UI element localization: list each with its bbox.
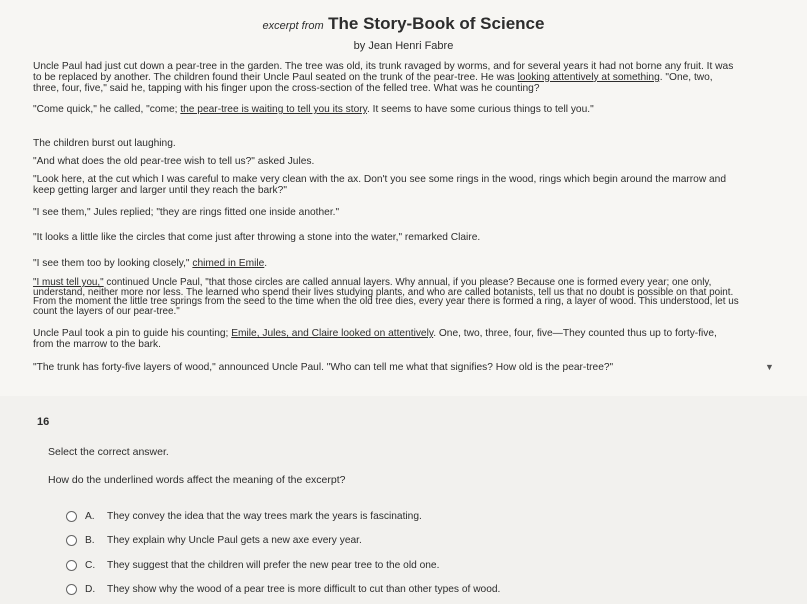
p8-text-a: "I see them too by looking closely," bbox=[33, 258, 193, 269]
radio-a[interactable] bbox=[66, 511, 77, 522]
paragraph-3: The children burst out laughing. bbox=[33, 138, 176, 149]
radio-b[interactable] bbox=[66, 535, 77, 546]
p2-text-b: . It seems to have some curious things to tell you." bbox=[366, 104, 594, 115]
choice-b[interactable] bbox=[66, 532, 546, 548]
choice-b-letter: B. bbox=[85, 534, 95, 546]
question-prompt: How do the underlined words affect the meaning of the excerpt? bbox=[48, 474, 346, 486]
radio-d[interactable] bbox=[66, 584, 77, 595]
author-line: by Jean Henri Fabre bbox=[353, 40, 454, 52]
paragraph-4: "And what does the old pear-tree wish to tell us?" asked Jules. bbox=[33, 156, 315, 167]
scroll-down-icon[interactable]: ▼ bbox=[765, 362, 774, 372]
p1-text-a: Uncle Paul had just cut down a pear-tree in the garden. The tree was old, its trunk ravaged by worms, and for several years it had not borne any fruit. It was to be replaced by another. The children found their Uncle Paul seated on the trunk of the pear-tree. He was bbox=[33, 61, 734, 83]
choice-d-letter: D. bbox=[85, 583, 96, 595]
title-line bbox=[0, 14, 807, 34]
paragraph-5: "Look here, at the cut which I was careful to make very clean with the ax. Don't you see some rings in the wood, rings which begin around the marrow and keep getting larger and larger until they reach the bark?" bbox=[33, 174, 727, 196]
p10-text-a: Uncle Paul took a pin to guide his counting; bbox=[33, 328, 232, 339]
paragraph-9 bbox=[33, 278, 739, 316]
excerpt-from-label: excerpt from bbox=[262, 20, 324, 32]
paragraph-11: "The trunk has forty-five layers of wood," announced Uncle Paul. "Who can tell me what that signifies? How old is the pear-tree?" bbox=[33, 362, 614, 373]
choice-a-text: They convey the idea that the way trees mark the years is fascinating. bbox=[107, 510, 422, 522]
paragraph-8 bbox=[33, 259, 739, 270]
p8-underlined: chimed in Emile bbox=[192, 258, 265, 269]
p1-underlined: looking attentively at something bbox=[517, 71, 660, 83]
p2-underlined: the pear-tree is waiting to tell you its story bbox=[180, 104, 367, 115]
choice-c-letter: C. bbox=[85, 559, 96, 571]
paragraph-6: "I see them," Jules replied; "they are rings fitted one inside another." bbox=[33, 207, 340, 218]
p8-text-b: . bbox=[264, 258, 268, 269]
choice-d-text: They show why the wood of a pear tree is more difficult to cut than other types of wood. bbox=[107, 583, 501, 595]
choice-d[interactable] bbox=[66, 581, 546, 597]
question-number: 16 bbox=[37, 416, 50, 428]
choice-a[interactable] bbox=[66, 508, 546, 524]
radio-c[interactable] bbox=[66, 560, 77, 571]
p1-text-b: . "One, two, three, four, five," said he, tapping with his finger upon the cross-section of the felled tree. What was he counting? bbox=[33, 71, 713, 94]
p2-text-a: "Come quick," he called, "come; bbox=[33, 104, 181, 115]
choice-c[interactable] bbox=[66, 557, 546, 573]
p9-underlined: "I must tell you," bbox=[33, 277, 104, 288]
paragraph-1 bbox=[33, 62, 739, 94]
question-instruction: Select the correct answer. bbox=[48, 446, 169, 458]
p10-text-b: . One, two, three, four, five—They counted thus up to forty-five, from the marrow to the bark. bbox=[33, 328, 717, 350]
p10-underlined: Emile, Jules, and Claire looked on attentively bbox=[231, 328, 434, 339]
paragraph-7: "It looks a little like the circles that come just after throwing a stone into the water," remarked Claire. bbox=[33, 232, 481, 243]
story-title: The Story-Book of Science bbox=[328, 14, 545, 33]
paragraph-2 bbox=[33, 105, 739, 116]
choice-b-text: They explain why Uncle Paul gets a new axe every year. bbox=[107, 534, 362, 546]
choice-a-letter: A. bbox=[85, 510, 95, 522]
p9-text-b: continued Uncle Paul, "that those circles are called annual layers. Why annual, if you please? Because one is formed every year; one only, understand, neither more nor less. The learned who spend their lives studying plants, and who are called botanists, tell us that no doubt is possible on that point. From the moment the little tree springs from the seed to the time when the old tree dies, every year there is formed a ring, a layer of wood. This understood, let us count the layers of our pear-tree." bbox=[33, 277, 739, 317]
choice-c-text: They suggest that the children will prefer the new pear tree to the old one. bbox=[107, 559, 440, 571]
paragraph-10 bbox=[33, 329, 739, 351]
